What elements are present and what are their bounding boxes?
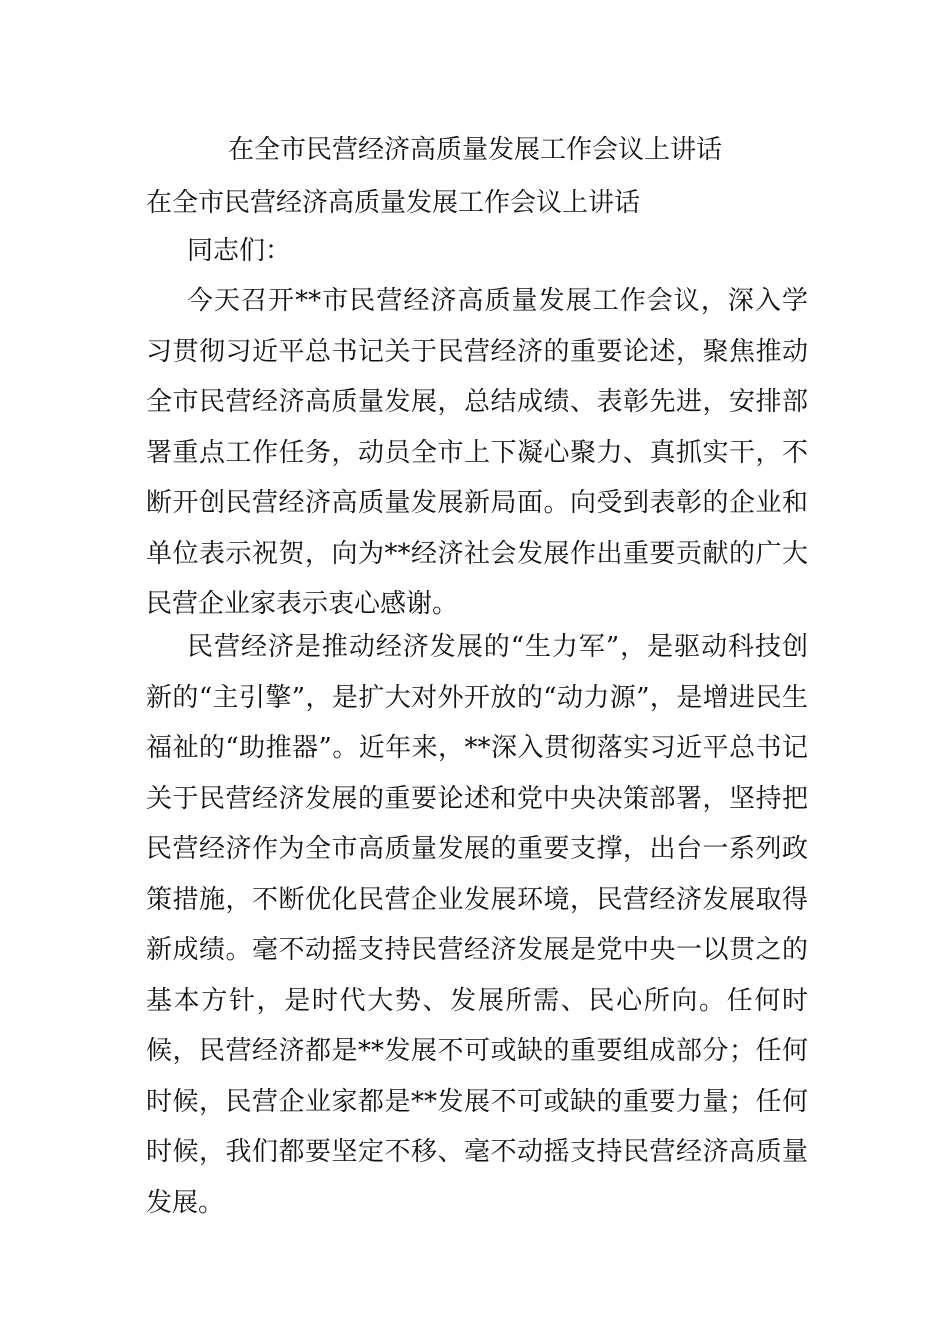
document-subtitle: 在全市民营经济高质量发展工作会议上讲话 [146,188,641,218]
paragraph-1: 今天召开**市民营经济高质量发展工作会议，深入学习贯彻习近平总书记关于民营经济的重要论述，聚焦推动全市民营经济高质量发展，总结成绩、表彰先进，安排部署重点工作任务，动员全市上下凝心聚力、真抓实干，不断开创民营经济高质量发展新局面。向受到表彰的企业和单位表示祝贺，向为**经济社会发展作出重要贡献的广大民营企业家表示衷心感谢。 [146,286,808,619]
greeting: 同志们： [187,236,292,266]
document-title: 在全市民营经济高质量发展工作会议上讲话 [227,135,722,165]
paragraph-2: 民营经济是推动经济发展的“生力军”，是驱动科技创新的“主引擎”，是扩大对外开放的“动力源”，是增进民生福祉的“助推器”。近年来，**深入贯彻落实习近平总书记关于民营经济发展的重要论述和党中央决策部署，坚持把民营经济作为全市高质量发展的重要支撑，出台一系列政策措施，不断优化民营企业发展环境，民营经济发展取得新成绩。毫不动摇支持民营经济发展是党中央一以贯之的基本方针，是时代大势、发展所需、民心所向。任何时候，民营经济都是**发展不可或缺的重要组成部分；任何时候，民营企业家都是**发展不可或缺的重要力量；任何时候，我们都要坚定不移、毫不动摇支持民营经济高质量发展。 [146,632,808,1218]
